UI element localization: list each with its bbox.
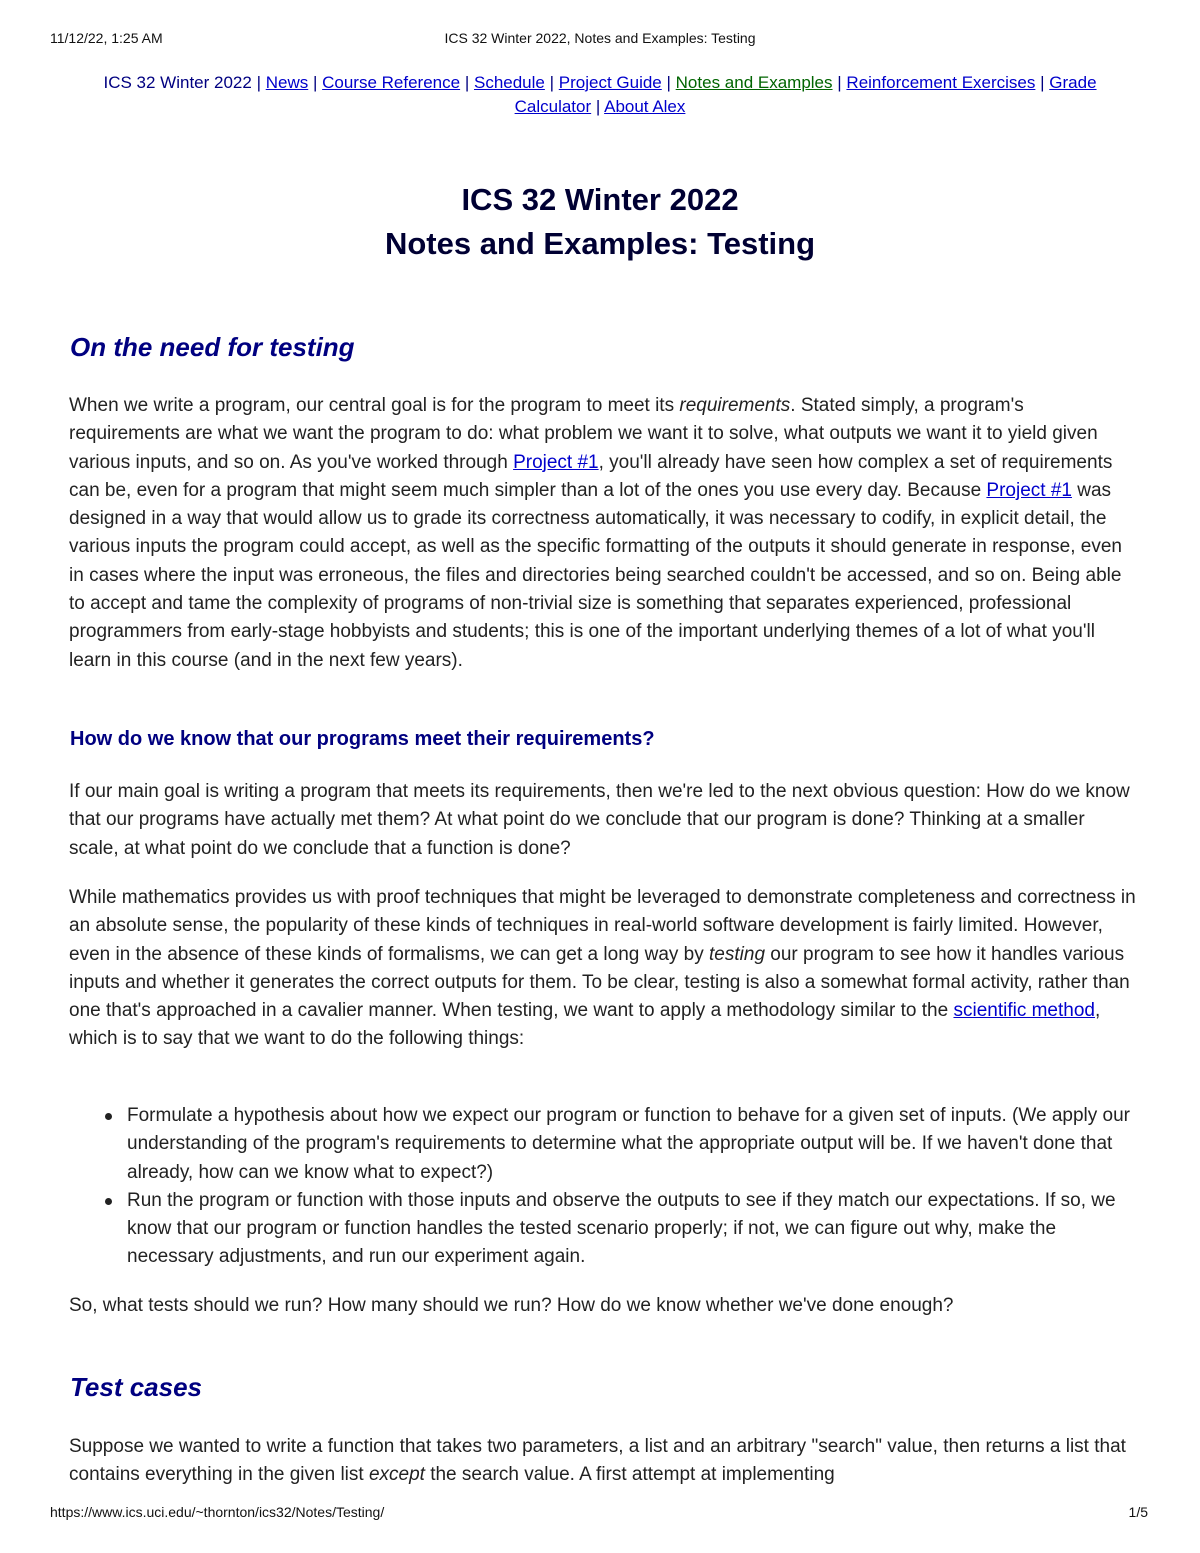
nav-separator: | xyxy=(549,73,555,92)
link-project-1[interactable]: Project #1 xyxy=(986,479,1072,501)
page-title-line2: Notes and Examples: Testing xyxy=(384,226,816,261)
nav-link-about-alex[interactable]: About Alex xyxy=(604,97,686,116)
print-page-title: ICS 32 Winter 2022, Notes and Examples: Testing xyxy=(444,30,756,46)
list-item xyxy=(69,1102,1139,1187)
nav-link-course-reference[interactable]: Course Reference xyxy=(322,73,461,92)
emphasis-except: except xyxy=(368,1464,425,1486)
nav-link-grade-calculator[interactable]: Grade Calculator xyxy=(514,73,1097,116)
page-title-line1: ICS 32 Winter 2022 xyxy=(461,182,739,217)
print-date: 11/12/22, 1:25 AM xyxy=(50,30,163,46)
paragraph-main-goal: If our main goal is writing a program that meets its requirements, then we're led to the next obvious question: How do we know that our programs have actually met them? At what point do we conclude that our program is done? Thinking at a smaller scale, at what point do we conclude that a function is done? xyxy=(69,781,1130,859)
nav-separator: | xyxy=(256,73,261,92)
link-scientific-method[interactable]: scientific method xyxy=(953,1000,1095,1022)
bullet-icon xyxy=(105,1113,112,1120)
heading-how-do-we-know: How do we know that our programs meet their requirements? xyxy=(70,728,655,750)
text-run: was designed in a way that would allow us to grade its correctness automatically, it was necessary to codify, in explicit detail, the various inputs the program could accept, as well as the specific formatting of the outputs it should generate in response, even in cases where the input was erroneous, the files and directories being searched couldn't be accessed, and so on. Being able to accept and tame the complexity of programs of non-trivial size is something that separates experienced, professional programmers from early-stage hobbyists and students; this is one of the important underlying themes of a lot of what you'll learn in this course (and in the next few years). xyxy=(69,479,1122,671)
nav-separator: | xyxy=(666,73,671,92)
nav-separator: | xyxy=(837,73,842,92)
paragraph-mathematics xyxy=(69,884,1139,1054)
emphasis-testing: testing xyxy=(709,943,766,965)
nav-separator: | xyxy=(464,73,470,92)
nav-separator: | xyxy=(1040,73,1045,92)
link-project-1[interactable]: Project #1 xyxy=(513,451,599,473)
nav-link-news[interactable]: News xyxy=(265,73,309,92)
nav-link-schedule[interactable]: Schedule xyxy=(473,73,545,92)
heading-test-cases: Test cases xyxy=(70,1372,203,1402)
print-page-number: 1/5 xyxy=(1128,1504,1148,1520)
print-footer xyxy=(0,1504,1200,1524)
paragraph-need-for-testing xyxy=(69,392,1139,675)
nav-link-notes-and-examples[interactable]: Notes and Examples xyxy=(675,73,833,92)
emphasis-requirements: requirements xyxy=(679,395,791,416)
nav-separator: | xyxy=(312,73,318,92)
text-run: the search value. A first attempt at implementing xyxy=(424,1464,835,1486)
paragraph-test-cases xyxy=(69,1433,1139,1490)
text-run: our program to see how it handles various inputs and whether it generates the correct outputs for them. To be clear, testing is also a somewhat formal activity, rather than one that's approached in a cavalier manner. When testing, we want to apply a methodology similar to the xyxy=(69,943,1130,1022)
text-run: When we write a program, our central goal is for the program to meet its xyxy=(69,395,680,416)
nav-course-name: ICS 32 Winter 2022 xyxy=(103,73,252,92)
text-run: , you'll already have seen how complex a set of requirements can be, even for a program that might seem much simpler than a lot of the ones you use every day. Because xyxy=(69,451,1113,501)
page-title xyxy=(0,178,1200,266)
heading-need-for-testing: On the need for testing xyxy=(70,332,355,362)
text-run: Suppose we wanted to write a function that takes two parameters, a list and an arbitrary "search" value, then returns a list that contains everything in the given list xyxy=(69,1436,1126,1486)
nav-link-reinforcement-exercises[interactable]: Reinforcement Exercises xyxy=(846,73,1036,92)
list-item-text: Formulate a hypothesis about how we expect our program or function to behave for a given set of inputs. (We apply our understanding of the program's requirements to determine what the appropriate output will be. If we haven't done that already, how can we know what to expect?) xyxy=(127,1105,1130,1183)
testing-steps-list xyxy=(69,1102,1139,1272)
list-item-text: Run the program or function with those inputs and observe the outputs to see if they match our expectations. If so, we know that our program or function handles the tested scenario properly; if not, we can figure out why, make the necessary adjustments, and run our experiment again. xyxy=(127,1189,1116,1268)
text-run: . Stated simply, a program's requirements are what we want the program to do: what problem we want it to solve, what outputs we want it to yield given various inputs, and so on. As you've worked through xyxy=(69,395,1098,473)
text-run: While mathematics provides us with proof techniques that might be leveraged to demonstrate completeness and correctness in an absolute sense, the popularity of these kinds of techniques in real-world software development is fairly limited. However, even in the absence of these kinds of formalisms, we can get a long way by xyxy=(69,887,1136,965)
text-run: , which is to say that we want to do the following things: xyxy=(69,1000,1101,1050)
paragraph-what-tests: So, what tests should we run? How many should we run? How do we know whether we've done enough? xyxy=(69,1295,954,1316)
print-url: https://www.ics.uci.edu/~thornton/ics32/Notes/Testing/ xyxy=(50,1504,385,1520)
nav-link-project-guide[interactable]: Project Guide xyxy=(558,73,662,92)
bullet-icon xyxy=(105,1198,112,1205)
list-item xyxy=(69,1187,1139,1272)
nav-separator: | xyxy=(595,97,601,116)
